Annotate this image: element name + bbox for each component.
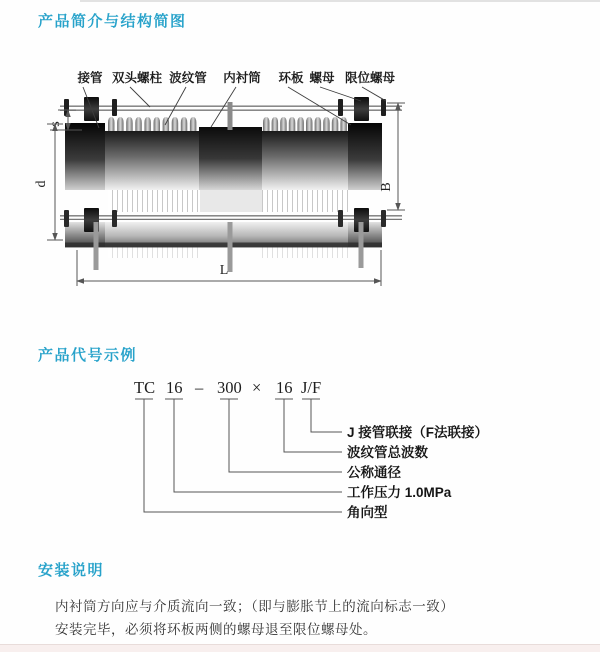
part-label-stud: 双头螺柱 (111, 71, 163, 85)
code-token-times: × (252, 378, 262, 397)
callout-diameter: 公称通径 (347, 465, 401, 480)
dim-label-L: L (219, 263, 229, 278)
code-callouts (347, 424, 488, 520)
section-title-install: 安装说明 (38, 562, 105, 579)
callout-connection: J 接管联接（F法联接） (347, 425, 489, 440)
code-token-diameter: 300 (217, 378, 242, 397)
dimension-B (379, 103, 405, 210)
bellows-convolutions-right (263, 117, 347, 131)
part-labels (76, 70, 395, 128)
part-label-bellows: 波纹管 (169, 71, 207, 85)
section-title-intro: 产品简介与结构简图 (38, 13, 187, 30)
code-token-pressure: 16 (166, 378, 183, 397)
liner-section (199, 127, 262, 190)
part-label-ringplate: 环板 (278, 71, 304, 85)
callout-type: 角向型 (347, 505, 388, 520)
right-pipe-end (348, 123, 382, 190)
page-bottom-strip (0, 644, 600, 652)
part-label-liner: 内衬筒 (223, 71, 261, 85)
code-token-waves: 16 (276, 378, 293, 397)
code-callout-lines (135, 399, 342, 512)
install-instructions (55, 598, 555, 644)
install-line-1: 内衬筒方向应与介质流向一致；（即与膨胀节上的流向标志一致） (55, 599, 455, 614)
code-tokens (134, 378, 321, 397)
left-pipe-end (65, 123, 105, 190)
center-stud-upper (228, 102, 233, 130)
bellows-convolutions-left (108, 117, 196, 131)
part-label-pipe: 接管 (77, 71, 103, 85)
code-token-conn: J/F (301, 378, 322, 397)
install-line-2: 安装完毕，必须将环板两侧的螺母退至限位螺母处。 (55, 622, 377, 637)
code-token-dash: – (195, 378, 204, 397)
dim-label-d: d (34, 180, 49, 188)
code-token-type: TC (134, 378, 156, 397)
section-title-code: 产品代号示例 (38, 347, 138, 364)
callout-wave-count: 波纹管总波数 (347, 445, 428, 460)
dimension-d (34, 124, 63, 240)
joint-upper-body (65, 117, 382, 190)
part-label-nut: 螺母 (309, 71, 335, 85)
callout-pressure: 工作压力 1.0MPa (347, 485, 452, 500)
dim-label-s: s (48, 121, 63, 127)
structure-diagram (0, 0, 600, 320)
bellows-inner-lines-upper (108, 188, 348, 212)
part-label-limitnut: 限位螺母 (344, 71, 396, 85)
dim-label-B: B (379, 182, 394, 192)
code-example-diagram (0, 370, 600, 530)
